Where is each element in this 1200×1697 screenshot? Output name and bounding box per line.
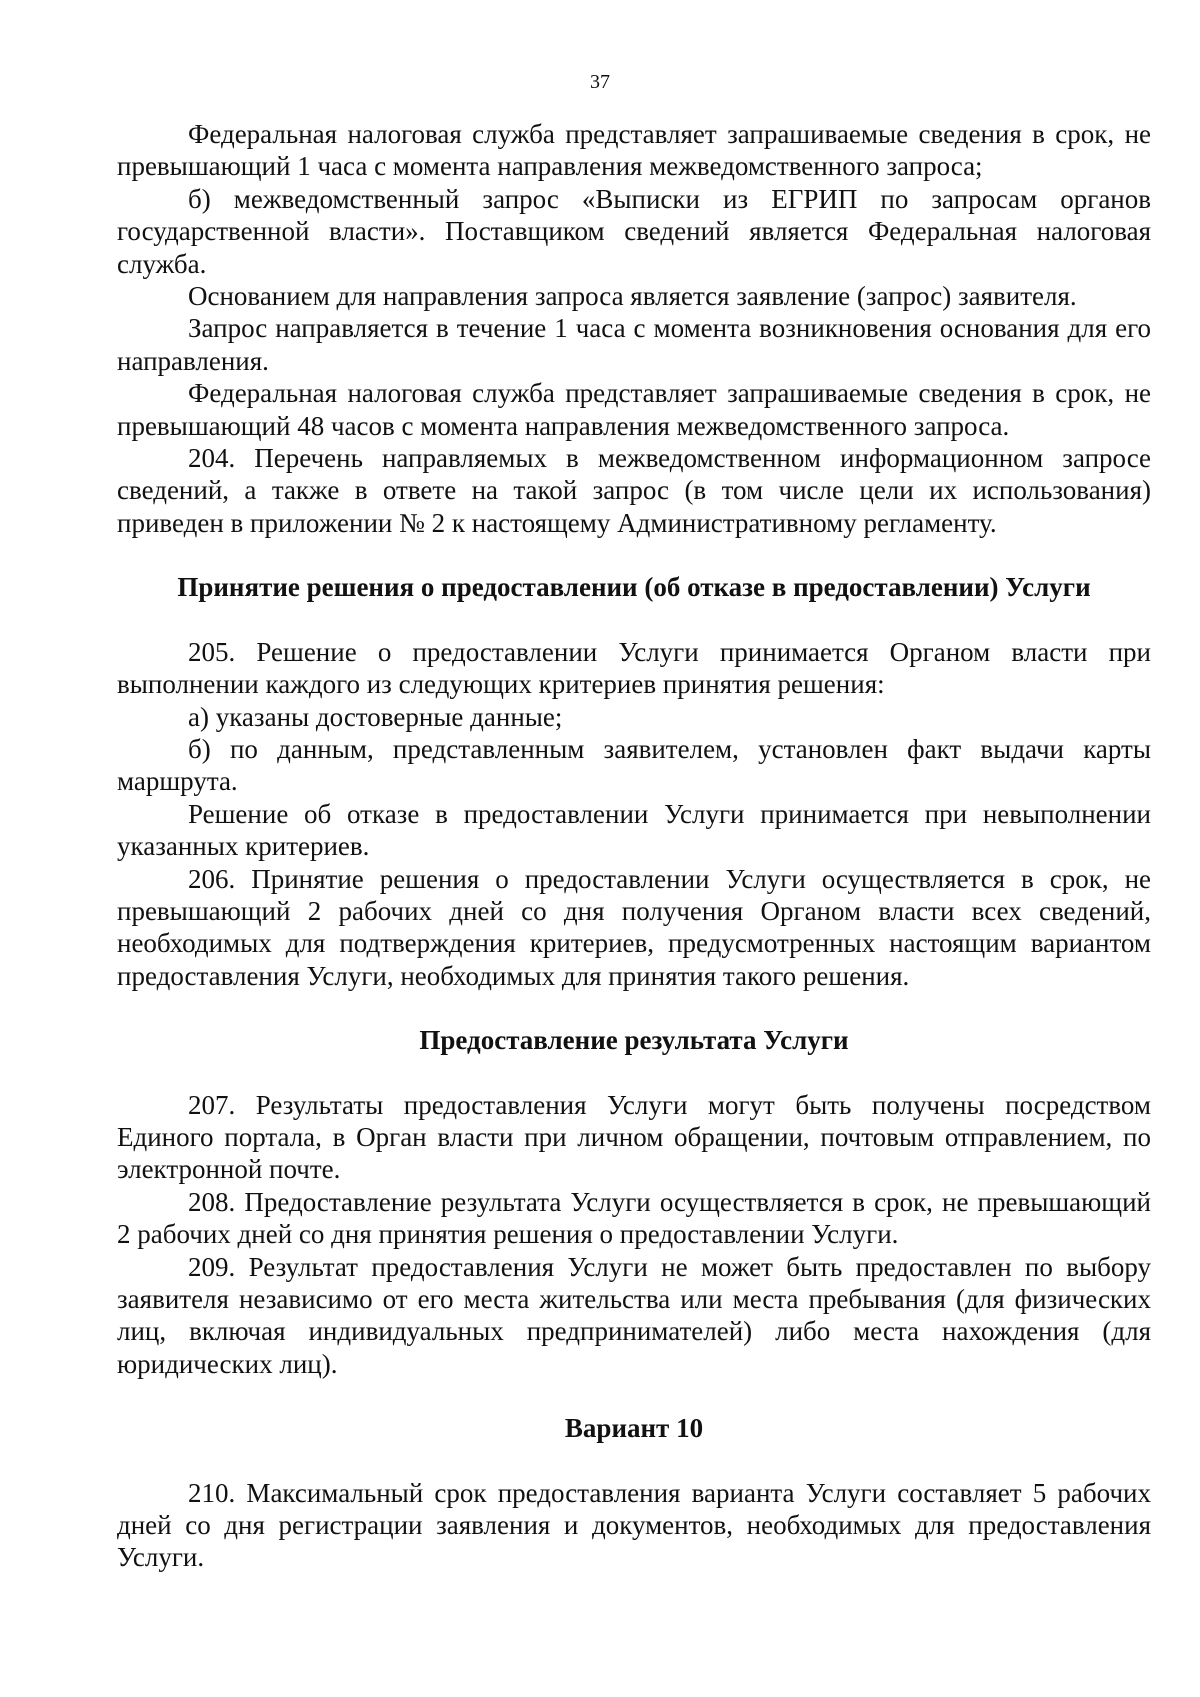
paragraph-210: 210. Максимальный срок предоставления варианта Услуги составляет 5 рабочих дней со дня регистрации заявления и документов, необходимых для предоставления Услуги.: [117, 1477, 1151, 1573]
paragraph-205-b: б) по данным, представленным заявителем, установлен факт выдачи карты маршрута.: [117, 733, 1151, 797]
paragraph-request-basis: Основанием для направления запроса является заявление (запрос) заявителя.: [188, 281, 1077, 312]
paragraph-207: 207. Результаты предоставления Услуги могут быть получены посредством Единого портала, в Орган власти при личном обращении, почтовым отправлением, по электронной почте.: [117, 1089, 1151, 1185]
paragraph-209: 209. Результат предоставления Услуги не может быть предоставлен по выбору заявителя независимо от его места жительства или места пребывания (для физических лиц, включая индивидуальных предпринимателей) либо места нахождения (для юридических лиц).: [117, 1251, 1151, 1379]
paragraph-205-a: а) указаны достоверные данные;: [188, 701, 563, 732]
document-body: [117, 118, 1151, 1574]
paragraph-208: 208. Предоставление результата Услуги осуществляется в срок, не превышающий 2 рабочих дней со дня принятия решения о предоставлении Услуги.: [117, 1186, 1151, 1250]
paragraph-egrip-request: б) межведомственный запрос «Выписки из ЕГРИП по запросам органов государственной власти». Поставщиком сведений является Федеральная налоговая служба.: [117, 183, 1151, 279]
page-number: 37: [590, 71, 610, 93]
section-heading-decision: Принятие решения о предоставлении (об отказе в предоставлении) Услуги: [177, 572, 1091, 603]
paragraph-204: 204. Перечень направляемых в межведомственном информационном запросе сведений, а также в ответе на такой запрос (в том числе цели их использования) приведен в приложении № 2 к настоящему Административному регламенту.: [117, 443, 1151, 538]
section-heading-variant-10: Вариант 10: [564, 1413, 704, 1444]
paragraph-refusal-decision: Решение об отказе в предоставлении Услуги принимается при невыполнении указанных критериев.: [117, 798, 1151, 862]
paragraph-206: 206. Принятие решения о предоставлении Услуги осуществляется в срок, не превышающий 2 рабочих дней со дня получения Органом власти всех сведений, необходимых для подтверждения критериев, предусмотренных настоящим вариантом предоставления Услуги, необходимых для принятия такого решения.: [117, 863, 1151, 991]
paragraph-fns-48h-deadline: Федеральная налоговая служба представляет запрашиваемые сведения в срок, не превышающий 48 часов с момента направления межведомственного запроса.: [117, 378, 1151, 441]
section-heading-result: Предоставление результата Услуги: [419, 1025, 849, 1056]
paragraph-fns-1h-deadline: Федеральная налоговая служба представляет запрашиваемые сведения в срок, не превышающий 1 часа с момента направления межведомственного запроса;: [117, 119, 1151, 182]
paragraph-request-timing: Запрос направляется в течение 1 часа с момента возникновения основания для его направления.: [117, 313, 1151, 376]
paragraph-205: 205. Решение о предоставлении Услуги принимается Органом власти при выполнении каждого из следующих критериев принятия решения:: [117, 636, 1151, 700]
